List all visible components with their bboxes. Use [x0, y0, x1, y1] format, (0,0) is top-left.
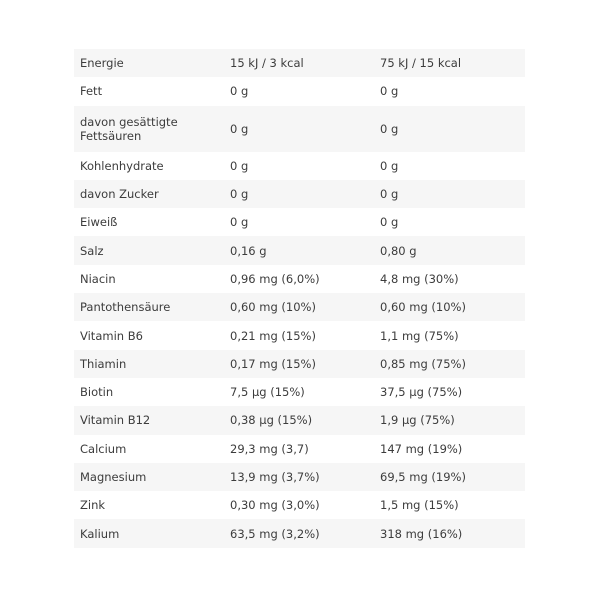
value-per-portion: 0 g — [380, 187, 399, 202]
value-per-portion: 69,5 mg (19%) — [380, 470, 466, 484]
nutrient-name: Kalium — [80, 526, 120, 541]
value-per-portion: 0 g — [380, 84, 399, 99]
value-per-portion: 0,85 mg (75%) — [380, 356, 466, 371]
value-per-portion: 0,80 g — [380, 243, 417, 258]
nutrient-name: Biotin — [80, 385, 114, 400]
value-per-serving: 0,60 mg (10%) — [230, 300, 316, 315]
value-per-serving: 0 g — [230, 215, 249, 230]
nutrient-name: Salz — [80, 243, 104, 258]
value-per-serving: 63,5 mg (3,2%) — [230, 526, 320, 541]
value-per-serving: 29,3 mg (3,7) — [230, 441, 309, 456]
value-per-portion: 0 g — [380, 158, 399, 173]
value-per-portion: 0 g — [380, 121, 399, 136]
value-per-portion: 318 mg (16%) — [380, 526, 463, 541]
value-per-serving: 0,30 mg (3,0%) — [230, 498, 320, 513]
nutrient-name: Energie — [80, 56, 124, 71]
value-per-serving: 0,17 mg (15%) — [230, 356, 316, 371]
nutrient-name: Eiweiß — [80, 215, 118, 230]
value-per-serving: 0,16 g — [230, 243, 267, 258]
nutrient-name: Niacin — [80, 271, 116, 286]
value-per-portion: 4,8 mg (30%) — [380, 271, 459, 286]
table-row — [74, 236, 525, 264]
value-per-serving: 0,38 µg (15%) — [230, 413, 313, 428]
nutrient-name: Kohlenhydrate — [80, 158, 164, 173]
value-per-serving: 0,96 mg (6,0%) — [230, 271, 320, 286]
table-row — [74, 77, 525, 105]
nutrient-name: Fett — [80, 84, 103, 99]
value-per-portion: 0 g — [380, 215, 399, 230]
nutrition-table — [74, 49, 525, 548]
table-row — [74, 152, 525, 180]
nutrient-name: davon Zucker — [80, 187, 159, 202]
table-row — [74, 293, 525, 321]
table-row — [74, 463, 525, 491]
value-per-serving: 0 g — [230, 158, 249, 173]
table-row — [74, 350, 525, 378]
table-row — [74, 378, 525, 406]
value-per-portion: 75 kJ / 15 kcal — [380, 56, 462, 71]
nutrient-name: Magnesium — [80, 470, 147, 484]
value-per-serving: 0 g — [230, 187, 249, 202]
value-per-serving: 0 g — [230, 84, 249, 99]
value-per-portion: 1,1 mg (75%) — [380, 328, 459, 343]
table-row — [74, 106, 525, 152]
value-per-portion: 1,9 µg (75%) — [380, 413, 455, 428]
nutrient-name: davon gesättigte Fettsäuren — [80, 114, 178, 143]
value-per-serving: 0 g — [230, 121, 249, 136]
value-per-portion: 0,60 mg (10%) — [380, 300, 466, 315]
value-per-serving: 13,9 mg (3,7%) — [230, 470, 320, 484]
nutrient-name: Calcium — [80, 441, 127, 456]
table-row — [74, 406, 525, 434]
table-row — [74, 49, 525, 77]
nutrient-name: Zink — [80, 498, 106, 513]
table-row — [74, 265, 525, 293]
value-per-portion: 147 mg (19%) — [380, 441, 463, 456]
value-per-portion: 1,5 mg (15%) — [380, 498, 459, 513]
value-per-serving: 15 kJ / 3 kcal — [230, 56, 304, 71]
nutrient-name: Vitamin B6 — [80, 328, 143, 343]
value-per-serving: 0,21 mg (15%) — [230, 328, 316, 343]
table-row — [74, 435, 525, 463]
table-row — [74, 208, 525, 236]
nutrient-name: Vitamin B12 — [80, 413, 151, 428]
value-per-portion: 37,5 µg (75%) — [380, 385, 463, 400]
table-row — [74, 180, 525, 208]
value-per-serving: 7,5 µg (15%) — [230, 385, 305, 400]
nutrient-name: Thiamin — [80, 356, 127, 371]
table-row — [74, 519, 525, 547]
table-row — [74, 321, 525, 349]
table-row — [74, 491, 525, 519]
nutrient-name: Pantothensäure — [80, 300, 171, 315]
